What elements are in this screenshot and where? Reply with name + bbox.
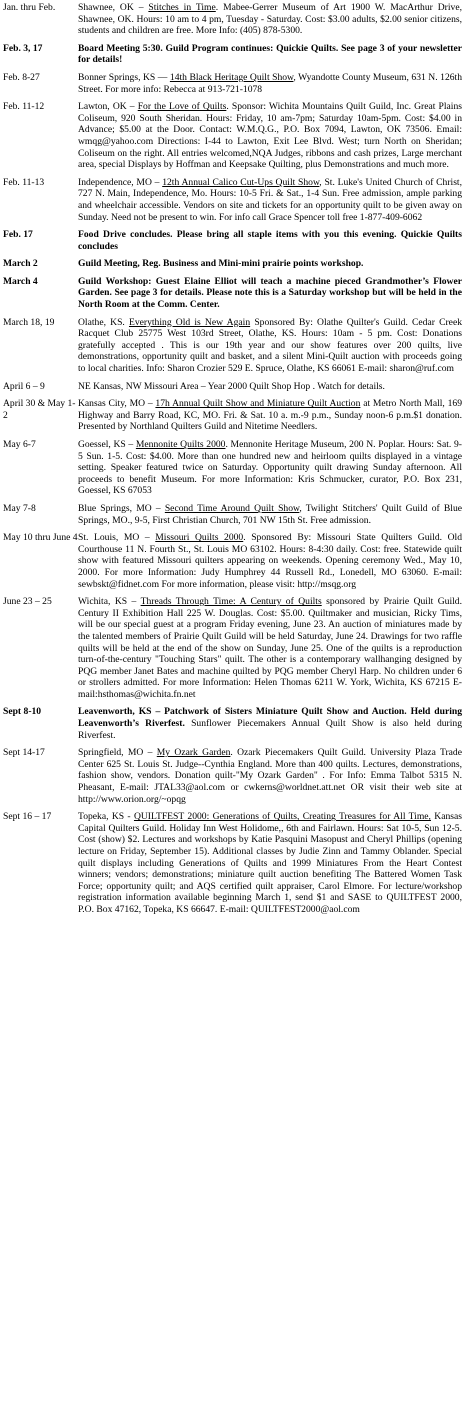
- event-row: [3, 503, 462, 526]
- event-text: , Twilight Stitchers' Quilt Guild of Blue Springs, MO., 9-5, First Christian Church, 701 NW 15th St. Free admission.: [78, 502, 463, 526]
- event-row: [3, 229, 462, 252]
- event-text: at Metro North Mall, 169 Highway and Barry Road, KC, MO. Fri. & Sat. 10 a. m.-9 p.m., Sunday noon-6 p.m.$1 donation. Presented by Northland Quilters Guild and Nitetime Needlers.: [78, 398, 462, 433]
- event-row: [3, 177, 462, 223]
- event-title-link: QUILTFEST 2000: Generations of Quilts, Creating Treasures for All Time,: [133, 811, 431, 823]
- event-description: [78, 317, 462, 375]
- event-row: [3, 811, 462, 915]
- event-text: St. Louis, MO –: [78, 532, 156, 544]
- event-row: [3, 706, 462, 741]
- event-text: . Sponsor: Wichita Mountains Quilt Guild, Inc. Great Plains Coliseum, 920 South Sheridan. Hours: Friday, 10 am-7pm; Saturday 10am-5pm. Cost: $4.00 in Advance; $5.00 at the Door. Contact: W.M.Q.G., P.O. Box 7094, Lawton, OK 73506. Email: wmqg@yahoo.com Directions: I-44 to Lawton, Exit Lee Blvd. West; turn North on Sheridan; Coliseum on the right. All entries welcomed,NQA Judges, ribbons and cash prizes, Large merchant area, special Displays by Hoffman and Keepsake Quilting, plus Demonstrations and much more.: [78, 101, 462, 171]
- event-description: [78, 439, 462, 497]
- event-title-link: My Ozark Garden: [156, 747, 231, 759]
- event-text: . Mennonite Heritage Museum, 200 N. Poplar. Hours: Sat. 9-5 Sun. 1-5. Cost: $4.00. More than one hundred new and heirloom quilts displayed in a vintage setting. Speaker featured twice on Saturday. Opportunity quilt drawing Sunday afternoon. All proceeds to benefit Museum. For more Information: Kris Schmucker, curator, P.O. Box 231, Goessel, KS 67053: [78, 439, 462, 497]
- event-row: [3, 72, 462, 95]
- event-text: Sponsored By: Olathe Quilter's Guild. Cedar Creek Racquet Club 25775 West 103rd Street, Olathe, KS. Hours: 10am - 5 pm. Cost: Donations gratefully accepted . This is our 19th year and our show features over 200 quilts, live demonstrations, opportunity quilt and basket, and a silent Mini-Quilt auction with proceeds going to local charities. Info: Sharon Crozier 529 E. Spruce, Olathe, KS 66061 E-mail: sharon@ruf.com: [78, 316, 462, 375]
- event-description: [78, 43, 462, 66]
- event-title-link: Mennonite Quilts 2000: [135, 439, 226, 450]
- event-description: [78, 72, 462, 95]
- event-date: Sept 16 – 17: [3, 811, 52, 823]
- event-text: Guild Workshop: Guest Elaine Elliot will teach a machine pieced Grandmother’s Flower Garden. See page 3 for details. Please note this is a Saturday workshop but will be held in the North Room at the Comm. Center.: [78, 275, 462, 311]
- event-description: [78, 398, 462, 433]
- event-date: March 4: [3, 275, 38, 287]
- event-text: Shawnee, OK –: [78, 2, 149, 13]
- event-text: Lawton, OK –: [78, 101, 138, 113]
- event-row: [3, 398, 462, 433]
- event-text: sponsored by Prairie Quilt Guild. Century II Exhibition Hall 225 W. Douglas. Cost: $5.00. Quiltmaker and musician, Ricky Tims, will be our special guest at a program Friday evening, June 23. An auction of miniatures made by the talented members of Prairie Quilt Guild will be held Saturday, June 24. Drawings for two raffle quilts will be held at the end of the show on Sunday, June 25. One of the quilts is a reproduction turn-of-the-century "Touching Stars" quilt. The other is a contemporary wallhanging designed by PQG member Janet Bates and machine quilted by PQG member Cheryl Harp. No children under 6 or strollers admitted. For more Information: Helen Thomas 6211 W. York, Wichita, KS 67215 E-mail:hsthomas@wichita.fn.net: [78, 596, 463, 700]
- event-date: Feb. 17: [3, 229, 33, 241]
- event-row: [3, 43, 462, 66]
- event-row: [3, 596, 462, 700]
- event-text: Goessel, KS –: [78, 439, 136, 450]
- event-date: May 7-8: [3, 502, 36, 514]
- event-row: [3, 101, 462, 171]
- event-text: Olathe, KS.: [78, 316, 129, 328]
- event-description: [78, 101, 462, 171]
- event-title-link: 14th Black Heritage Quilt Show: [169, 71, 294, 83]
- event-description: [78, 706, 462, 741]
- event-text: . Sponsored By: Missouri State Quilters Guild. Old Courthouse 11 N. Fourth St., St. Louis MO 63102. Hours: 8-4:30 daily. Cost: free. Statewide quilt show with featured Missouri quilters appearing on weekends. Opening ceremony Wed., May 10, 2000. For more Information: Judy Humphrey 44 Russell Rd., Lonedell, MO 63060. E-mail: sewbskt@fidnet.com For more information, please visit: http://msqg.org: [78, 532, 462, 590]
- event-description: [78, 258, 462, 270]
- event-date: Feb. 11-12: [3, 101, 45, 113]
- event-text: Wichita, KS –: [78, 596, 141, 608]
- event-description: [78, 2, 462, 37]
- event-date: May 6-7: [3, 439, 36, 450]
- event-text: Board Meeting 5:30. Guild Program continues: Quickie Quilts. See page 3 of your newsletter for details!: [78, 42, 462, 66]
- event-title-link: Everything Old is New Again: [128, 316, 251, 328]
- event-title-link: Missouri Quilts 2000: [155, 532, 244, 544]
- event-text: Kansas City, MO –: [78, 398, 156, 410]
- event-description: [78, 747, 462, 805]
- event-text: Leavenworth, KS – Patchwork of Sisters Miniature Quilt Show and Auction. Held during Leavenworth’s Riverfest. Sunflower Piecemakers Annual Quilt Show is also held during Riverfest.: [78, 706, 462, 741]
- event-text: Blue Springs, MO –: [78, 502, 165, 514]
- event-date: June 23 – 25: [3, 596, 52, 608]
- event-text: Springfield, MO –: [78, 747, 157, 759]
- event-title-link: 17h Annual Quilt Show and Miniature Quilt Auction: [155, 398, 361, 410]
- event-date: March 2: [3, 258, 38, 270]
- event-text: Guild Meeting, Reg. Business and Mini-mini prairie points workshop.: [78, 258, 364, 270]
- event-description: [78, 811, 462, 915]
- event-title-link: Threads Through Time: A Century of Quilts: [140, 596, 322, 608]
- event-description: [78, 276, 462, 311]
- event-title-link: Second Time Around Quilt Show: [164, 502, 300, 514]
- event-date: Sept 14-17: [3, 747, 45, 759]
- event-date: March 18, 19: [3, 316, 55, 328]
- event-description: [78, 503, 462, 526]
- event-text: NE Kansas, NW Missouri Area – Year 2000 Quilt Shop Hop . Watch for details.: [78, 380, 385, 392]
- event-description: [78, 532, 462, 590]
- event-row: [3, 2, 462, 37]
- event-text: Topeka, KS -: [78, 811, 134, 823]
- event-date: April 30 & May 1-2: [3, 398, 76, 421]
- event-text: . Ozark Piecemakers Quilt Guild. University Plaza Trade Center 625 St. Louis St. Judge--Cynthia England. More than 400 quilts. Lectures, demonstrations, fashion show, vendors. Donation quilt-"My Ozark Garden" . For Info: Emma Talbot 5315 N. Pheasant, E-mail: JTAL33@aol.com or cwkerns@worldnet.att.net OR visit their web site at http://www.orion.org/~opqg: [78, 747, 462, 805]
- event-text: Kansas Capital Quilters Guild. Holiday Inn West Holidome,, 6th and Fairlawn. Hours: Sat 10-5, Sun 12-5. Cost (show) $2. Lectures and workshops by Katie Pasquini Masopust and Cheryl Phillips (opening lecture on Friday, September 15). Additional classes by Judie Zinn and Tammy Oblander. Special quilt displays including Generations of Quilts and 1999 Miniatures From the Heart Contest winners; vendors; demonstrations; miniature quilt auction benefiting The Battered Women Task Force; opportunity quilt; and AQS certified quilt appraiser, Carol Elmore. For lecture/workshop registration information available beginning March 1, send $1 and SASE to QUILTFEST 2000, P.O. Box 47162, Topeka, KS 66647. E-mail: QUILTFEST2000@aol.com: [78, 811, 463, 915]
- event-row: [3, 532, 462, 590]
- event-title-link: 12th Annual Calico Cut-Ups Quilt Show: [162, 176, 320, 188]
- event-title-link: For the Love of Quilts: [137, 101, 227, 113]
- event-date: Jan. thru Feb.: [3, 2, 56, 13]
- event-text: . Mabee-Gerrer Museum of Art 1900 W. MacArthur Drive, Shawnee, OK. Hours: 10 am to 4 pm, Tuesday - Saturday. Cost: $3.00 adults, $2.00 senior citizens, students and children are free. More Info: (405) 878-5300.: [78, 2, 462, 37]
- event-date: April 6 – 9: [3, 380, 45, 392]
- event-row: [3, 276, 462, 311]
- event-description: [78, 381, 462, 393]
- event-row: [3, 317, 462, 375]
- event-row: [3, 747, 462, 805]
- event-date: Feb. 8-27: [3, 71, 40, 83]
- event-description: [78, 177, 462, 223]
- event-text: Independence, MO –: [78, 176, 163, 188]
- event-row: [3, 258, 462, 270]
- event-row: [3, 439, 462, 497]
- event-description: [78, 596, 462, 700]
- event-text: Bonner Springs, KS —: [78, 71, 170, 83]
- event-date: Feb. 3, 17: [3, 42, 43, 54]
- event-date: Sept 8-10: [3, 706, 42, 718]
- event-date: Feb. 11-13: [3, 176, 45, 188]
- event-date: May 10 thru June 4: [3, 532, 78, 544]
- event-text: , Wyandotte County Museum, 631 N. 126th Street. For more info: Rebecca at 913-721-1078: [78, 71, 462, 95]
- event-row: [3, 381, 462, 393]
- event-description: [78, 229, 462, 252]
- event-text: , St. Luke's United Church of Christ, 727 N. Main, Independence, Mo. Hours: 10-5 Fri. & Sat., 1-4 Sun. Free admission, ample parking and wheelchair accessible. Vendors on site and tickets for an opportunity quilt to be given away on Sunday. Need not be present to win. For info call Grace Spencer toll free 1-877-409-6062: [78, 176, 462, 223]
- event-title-link: Stitches in Time: [148, 2, 216, 13]
- event-text: Food Drive concludes. Please bring all staple items with you this evening. Quickie Quilts concludes: [78, 229, 462, 252]
